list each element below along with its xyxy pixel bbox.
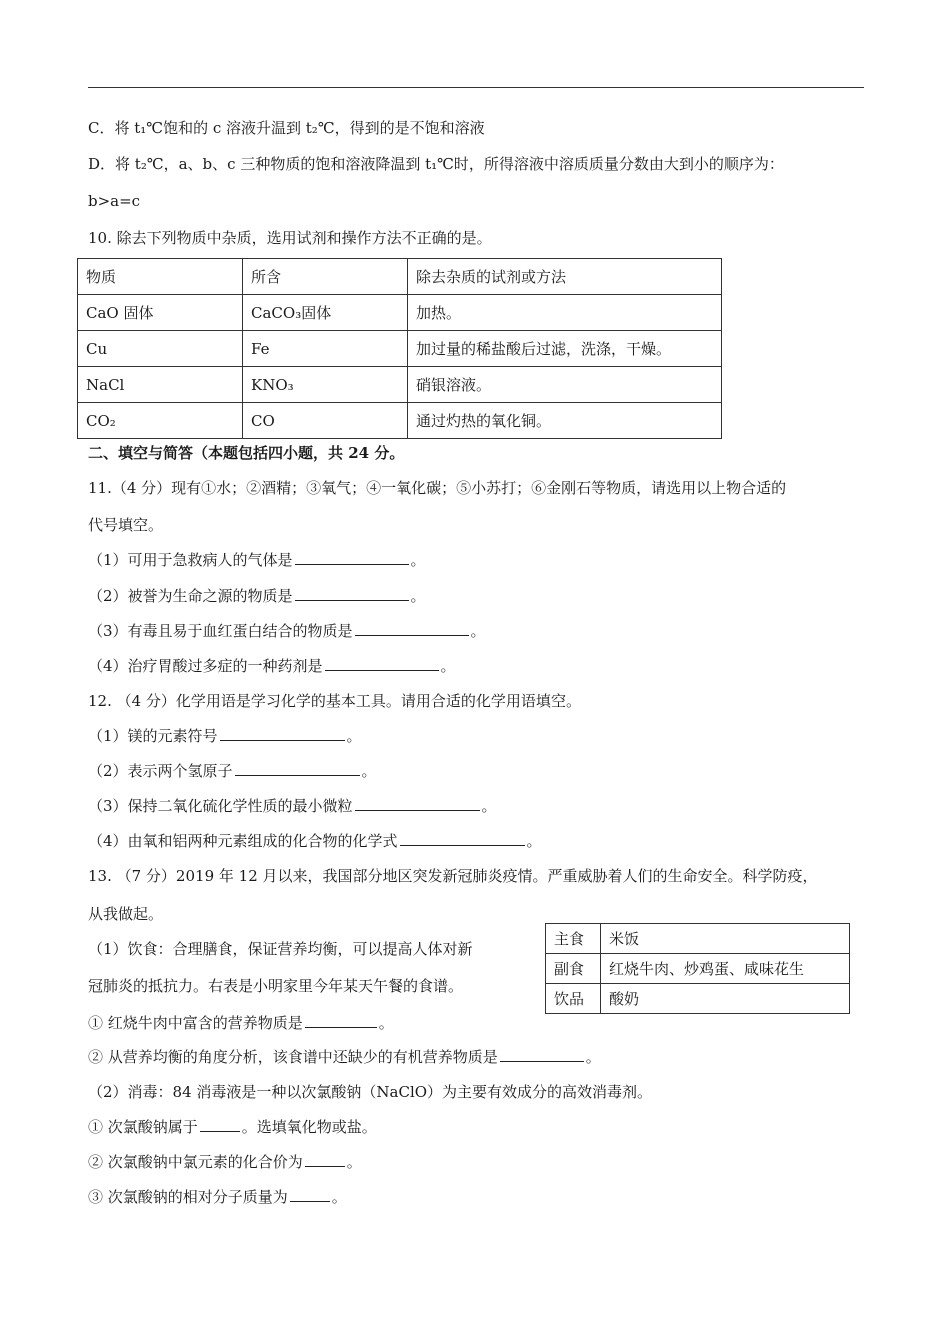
answer-blank[interactable] <box>305 1152 345 1167</box>
answer-blank[interactable] <box>500 1047 584 1062</box>
q13-menu-table <box>545 923 850 1014</box>
table-cell: CaCO₃固体 <box>243 295 408 331</box>
answer-blank[interactable] <box>200 1117 240 1132</box>
q9-option-d-cont: b>a=c <box>88 192 141 210</box>
table-header-cell: 物质 <box>78 259 243 295</box>
table-cell: NaCl <box>78 367 243 403</box>
table-cell: KNO₃ <box>243 367 408 403</box>
answer-blank[interactable] <box>355 796 480 811</box>
table-row <box>78 367 722 403</box>
q13-stem: 13. （7 分）2019 年 12 月以来，我国部分地区突发新冠肺炎疫情。严重威胁着人们的生命安全。科学防疫， <box>88 867 818 885</box>
q11-item-1: （1）可用于急救病人的气体是 。 <box>88 551 426 569</box>
q13-part2: （2）消毒：84 消毒液是一种以次氯酸钠（NaClO）为主要有效成分的高效消毒剂。 <box>88 1083 653 1101</box>
table-cell: 主食 <box>546 924 601 954</box>
table-cell: CO₂ <box>78 403 243 439</box>
q10-stem: 10. 除去下列物质中杂质，选用试剂和操作方法不正确的是。 <box>88 229 492 247</box>
q13-sub-5: ③ 次氯酸钠的相对分子质量为 。 <box>88 1188 347 1206</box>
q13-sub-1: ① 红烧牛肉中富含的营养物质是 。 <box>88 1014 394 1032</box>
answer-blank[interactable] <box>305 1013 377 1028</box>
table-cell: 硝银溶液。 <box>408 367 722 403</box>
q9-option-c: C．将 t₁℃饱和的 c 溶液升温到 t₂℃，得到的是不饱和溶液 <box>88 119 485 137</box>
table-row <box>546 954 850 984</box>
q10-table <box>77 258 722 439</box>
table-row <box>78 295 722 331</box>
answer-blank[interactable] <box>325 656 439 671</box>
q9-option-d: D．将 t₂℃，a、b、c 三种物质的饱和溶液降温到 t₁℃时，所得溶液中溶质质量分数由大到小的顺序为： <box>88 155 784 173</box>
table-cell: 米饭 <box>601 924 850 954</box>
q13-stem-cont: 从我做起。 <box>88 905 164 923</box>
q11-item-4: （4）治疗胃酸过多症的一种药剂是 。 <box>88 657 456 675</box>
answer-blank[interactable] <box>290 1187 330 1202</box>
table-header-row <box>78 259 722 295</box>
table-cell: 酸奶 <box>601 984 850 1014</box>
q13-sub-3: ① 次氯酸钠属于 。选填氧化物或盐。 <box>88 1118 377 1136</box>
q13-part1: （1）饮食：合理膳食，保证营养均衡，可以提高人体对新 <box>88 940 473 958</box>
answer-blank[interactable] <box>220 726 345 741</box>
table-cell: Cu <box>78 331 243 367</box>
q11-item-2: （2）被誉为生命之源的物质是 。 <box>88 587 426 605</box>
section-2-title: 二、填空与简答（本题包括四小题，共 24 分。 <box>88 444 405 462</box>
q13-sub-2: ② 从营养均衡的角度分析，该食谱中还缺少的有机营养物质是 。 <box>88 1048 601 1066</box>
q12-item-2: （2）表示两个氢原子 。 <box>88 762 377 780</box>
table-row <box>78 331 722 367</box>
table-header-cell: 所含 <box>243 259 408 295</box>
answer-blank[interactable] <box>400 831 525 846</box>
answer-blank[interactable] <box>355 621 469 636</box>
answer-blank[interactable] <box>295 550 409 565</box>
q12-item-1: （1）镁的元素符号 。 <box>88 727 362 745</box>
q13-sub-4: ② 次氯酸钠中氯元素的化合价为 。 <box>88 1153 362 1171</box>
table-cell: CO <box>243 403 408 439</box>
table-cell: Fe <box>243 331 408 367</box>
q13-part1-cont: 冠肺炎的抵抗力。右表是小明家里今年某天午餐的食谱。 <box>88 977 464 995</box>
table-cell: 加热。 <box>408 295 722 331</box>
table-row <box>78 403 722 439</box>
q11-stem-cont: 代号填空。 <box>88 516 164 534</box>
table-cell: CaO 固体 <box>78 295 243 331</box>
table-cell: 加过量的稀盐酸后过滤，洗涤，干燥。 <box>408 331 722 367</box>
q12-item-3: （3）保持二氧化硫化学性质的最小微粒 。 <box>88 797 497 815</box>
table-cell: 红烧牛肉、炒鸡蛋、咸味花生 <box>601 954 850 984</box>
table-row <box>546 924 850 954</box>
q11-stem: 11.（4 分）现有①水；②酒精；③氧气；④一氧化碳；⑤小苏打；⑥金刚石等物质，请选用以上物合适的 <box>88 479 787 497</box>
answer-blank[interactable] <box>295 586 409 601</box>
table-row <box>546 984 850 1014</box>
header-rule <box>88 87 864 88</box>
table-header-cell: 除去杂质的试剂或方法 <box>408 259 722 295</box>
answer-blank[interactable] <box>235 761 360 776</box>
table-cell: 通过灼热的氧化铜。 <box>408 403 722 439</box>
q12-stem: 12. （4 分）化学用语是学习化学的基本工具。请用合适的化学用语填空。 <box>88 692 581 710</box>
q12-item-4: （4）由氧和铝两种元素组成的化合物的化学式 。 <box>88 832 542 850</box>
table-cell: 副食 <box>546 954 601 984</box>
table-cell: 饮品 <box>546 984 601 1014</box>
q11-item-3: （3）有毒且易于血红蛋白结合的物质是 。 <box>88 622 486 640</box>
